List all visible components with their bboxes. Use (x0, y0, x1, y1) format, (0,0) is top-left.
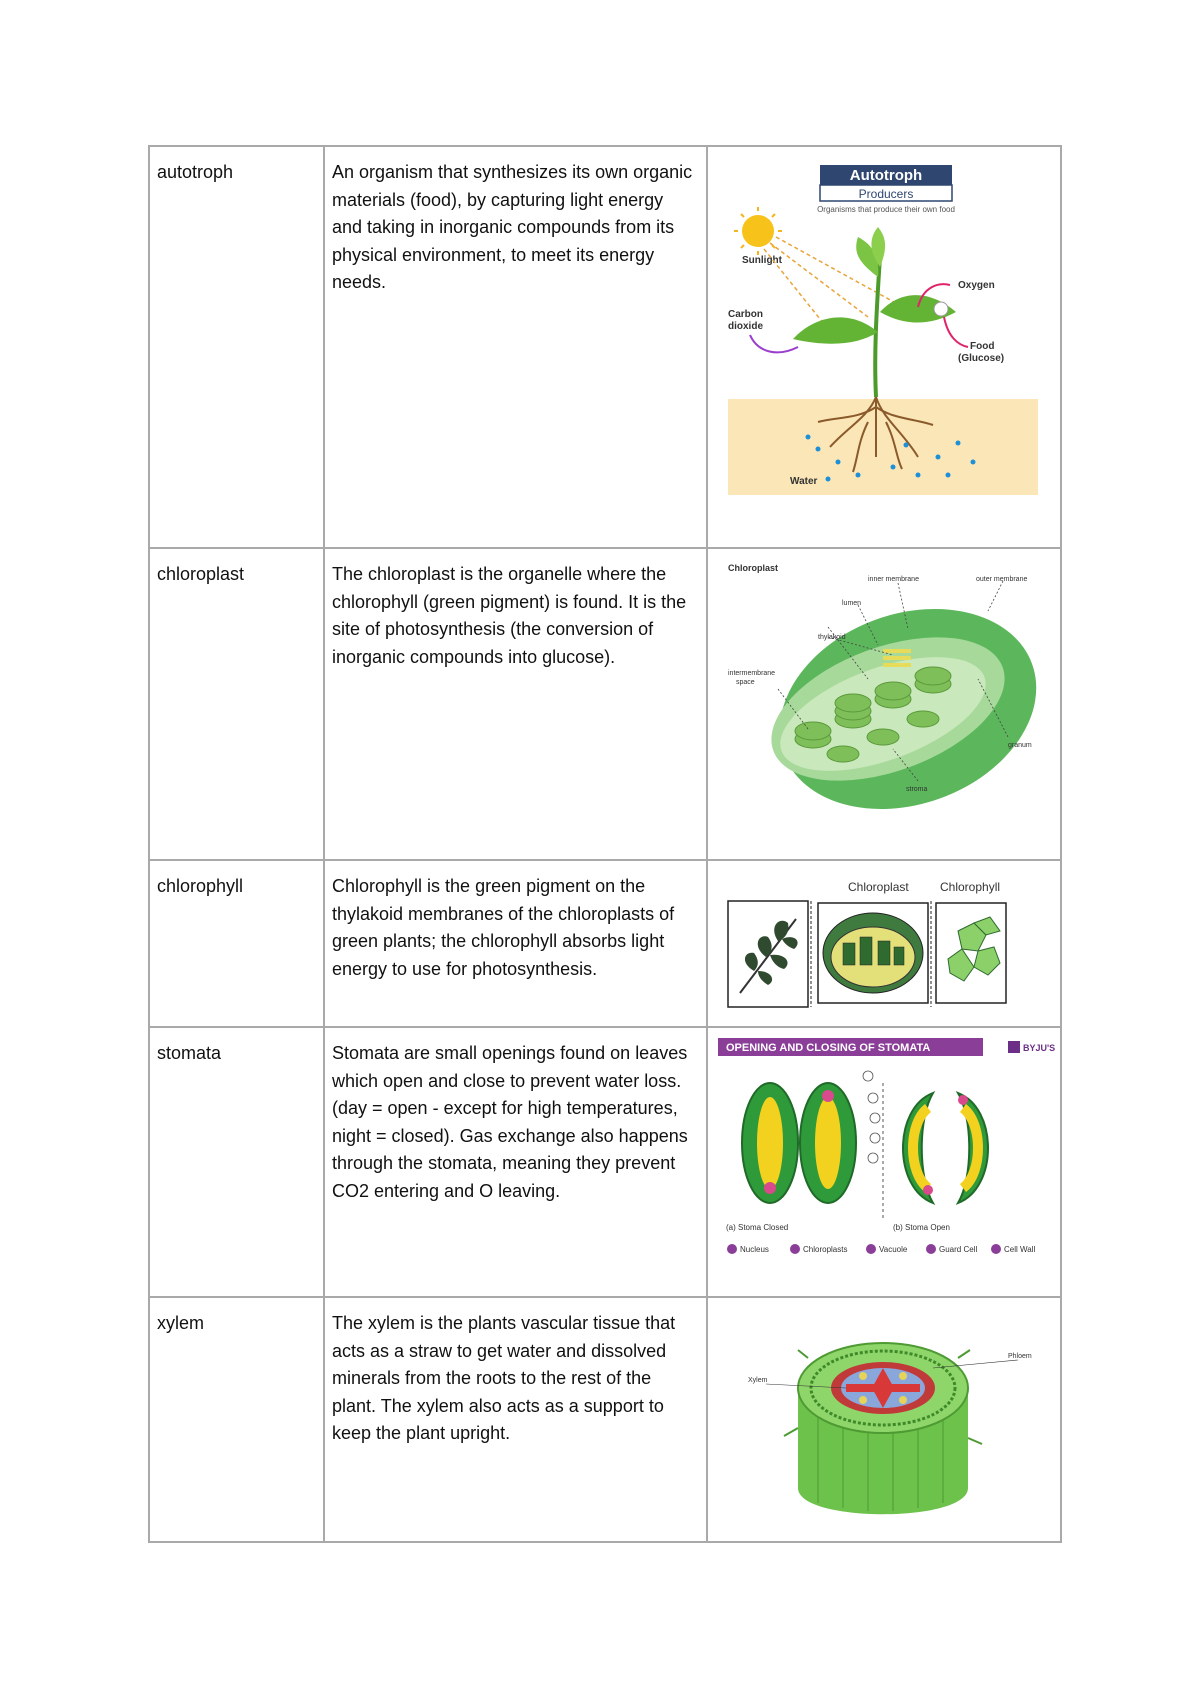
definition-cell: Stomata are small openings found on leaves which open and close to prevent water loss. (day = open - except for high temperatures, night = closed). Gas exchange also happens through the stomata, meaning they prevent CO2 entering and O leaving. (324, 1027, 707, 1297)
sunlight-label: Sunlight (742, 255, 782, 266)
term-cell: xylem (149, 1297, 324, 1542)
closed-caption: (a) Stoma Closed (726, 1223, 789, 1232)
table-row (149, 548, 1061, 860)
leaf-left (793, 317, 878, 343)
food-arrow (944, 317, 968, 347)
thylakoid-slabs (883, 649, 911, 667)
outer-membrane-label: outer membrane (976, 576, 1028, 583)
stoma-open (903, 1093, 988, 1203)
figure-subheading: Producers (858, 187, 914, 201)
table-row (149, 146, 1061, 548)
plant-stem (875, 257, 880, 397)
definition-cell: The chloroplast is the organelle where the chlorophyll (green pigment) is found. It is the site of photosynthesis (the conversion of inorganic compounds into glucose). (324, 548, 707, 860)
granum-label: granum (1008, 742, 1032, 749)
legend-marker (727, 1244, 737, 1254)
table-row (149, 1297, 1061, 1542)
brand-label: BYJU'S (1023, 1043, 1056, 1053)
legend-cell-wall: Cell Wall (1004, 1245, 1036, 1254)
legend-chloroplasts: Chloroplasts (803, 1245, 848, 1254)
chloroplast-label: Chloroplast (848, 880, 909, 894)
carbon-dioxide-label-2: dioxide (728, 321, 764, 332)
lumen-label: lumen (842, 600, 862, 607)
figure-cell (707, 1027, 1061, 1297)
intermembrane-label-1: intermembrane (728, 670, 776, 677)
food-label-1: Food (970, 341, 995, 352)
legend (727, 1244, 1035, 1254)
legend-nucleus: Nucleus (740, 1245, 769, 1254)
figure-cell (707, 1297, 1061, 1542)
figure-cell (707, 146, 1061, 548)
food-label-2: (Glucose) (958, 353, 1005, 364)
glossary-table (148, 145, 1062, 1543)
co2-arrow (750, 335, 798, 352)
water-label: Water (790, 476, 818, 487)
xylem-label: Xylem (748, 1377, 768, 1384)
figure-caption: Organisms that produce their own food (817, 205, 955, 214)
chlorophyll-diagram (718, 871, 1048, 1011)
brand-logo-icon (1008, 1041, 1020, 1053)
term-cell: chlorophyll (149, 860, 324, 1027)
term-cell: chloroplast (149, 548, 324, 860)
legend-marker (866, 1244, 876, 1254)
inner-membrane-label: inner membrane (868, 576, 919, 583)
xylem-diagram (718, 1308, 1048, 1528)
legend-marker (926, 1244, 936, 1254)
soil-area (728, 399, 1038, 495)
table-row (149, 1027, 1061, 1297)
oxygen-label: Oxygen (958, 280, 995, 291)
legend-vacuole: Vacuole (879, 1245, 908, 1254)
open-caption: (b) Stoma Open (893, 1223, 950, 1232)
term-cell: autotroph (149, 146, 324, 548)
figure-heading: OPENING AND CLOSING OF STOMATA (726, 1042, 931, 1054)
term-cell: stomata (149, 1027, 324, 1297)
legend-marker (790, 1244, 800, 1254)
chloroplast-diagram (718, 559, 1048, 844)
figure-heading: Chloroplast (728, 563, 779, 573)
stoma-closed (742, 1083, 856, 1203)
definition-cell: The xylem is the plants vascular tissue that acts as a straw to get water and dissolved minerals from the roots to the rest of the plant. The xylem also acts as a support to keep the plant upright. (324, 1297, 707, 1542)
glucose-icon (934, 302, 948, 316)
thylakoid-label: thylakoid (818, 634, 846, 641)
stroma-label: stroma (906, 786, 928, 793)
legend-marker (991, 1244, 1001, 1254)
number-callouts (863, 1071, 880, 1163)
definition-cell: An organism that synthesizes its own organic materials (food), by capturing light energy and taking in inorganic compounds from its physical environment, to meet its energy needs. (324, 146, 707, 548)
figure-heading: Autotroph (849, 167, 923, 184)
stomata-diagram (718, 1038, 1056, 1283)
figure-cell (707, 860, 1061, 1027)
table-row (149, 860, 1061, 1027)
phloem-label: Phloem (1008, 1353, 1032, 1360)
carbon-dioxide-label-1: Carbon (728, 309, 763, 320)
chlorophyll-label: Chlorophyll (940, 880, 1001, 894)
autotroph-diagram (718, 157, 1048, 517)
legend-guard-cell: Guard Cell (939, 1245, 978, 1254)
intermembrane-label-2: space (736, 679, 755, 686)
figure-cell (707, 548, 1061, 860)
sun-icon (742, 215, 774, 247)
definition-cell: Chlorophyll is the green pigment on the thylakoid membranes of the chloroplasts of green plants; the chlorophyll absorbs light energy to use for photosynthesis. (324, 860, 707, 1027)
